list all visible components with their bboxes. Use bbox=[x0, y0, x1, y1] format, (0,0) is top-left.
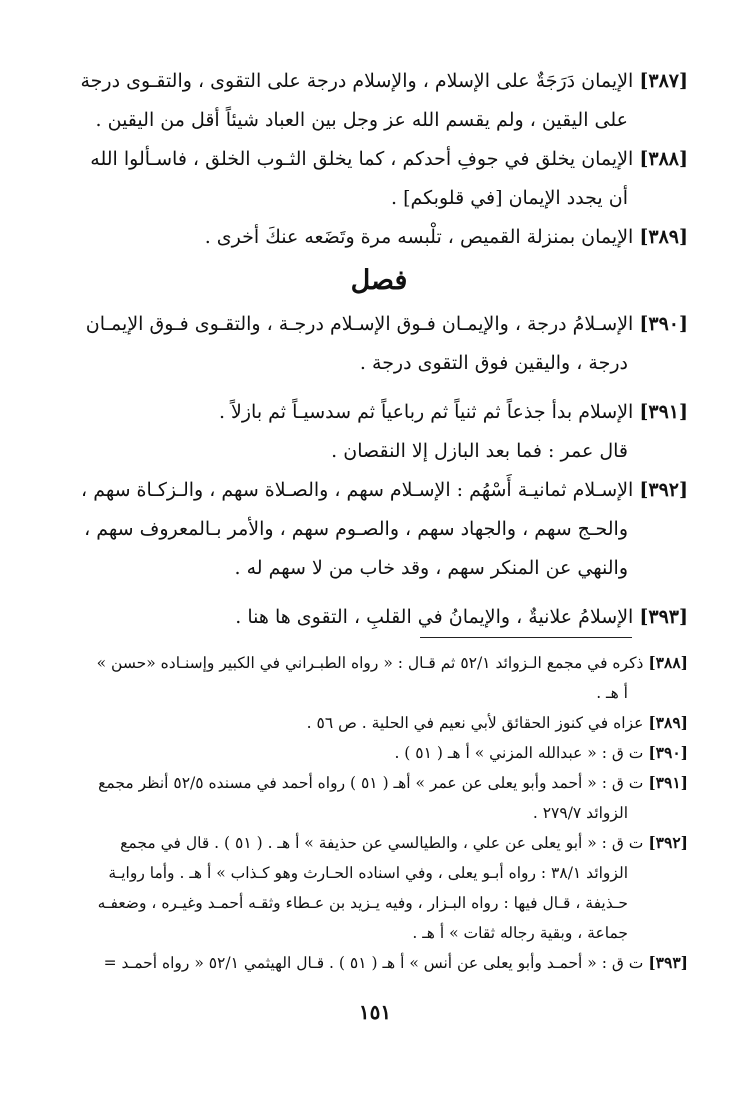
entry-text: أن يجدد الإيمان [في قلوبكم] . bbox=[391, 187, 628, 209]
entry-text: الإسـلامُ درجة ، والإيمـان فـوق الإسـلام درجـة ، والتقـوى فـوق الإيمـان bbox=[85, 313, 634, 335]
footnote-391 bbox=[66, 768, 688, 798]
footnote-text: الزوائد ٢٧٩/٧ . bbox=[532, 804, 628, 822]
footnote-text: ذكره في مجمع الـزوائد ٥٢/١ ثم قـال : « رواه الطبـراني في الكبير وإسنـاده «حسن » bbox=[96, 654, 644, 672]
section-heading: فصل bbox=[350, 265, 408, 296]
entry-number: [٣٩٢] bbox=[639, 479, 688, 501]
entry-text: الإسلامُ علانيةٌ ، والإيمانُ في القلبِ ، التقوى ها هنا . bbox=[235, 606, 634, 628]
entry-392 bbox=[70, 471, 688, 510]
entry-text: الإسلام بدأ جذعاً ثم ثنياً ثم رباعياً ثم سدسيـاً ثم بازلاً . bbox=[218, 401, 634, 423]
entry-text: والنهي عن المنكر سهم ، وقد خاب من لا سهم له . bbox=[234, 557, 628, 579]
footnote-389 bbox=[66, 708, 688, 738]
entry-number: [٣٨٨] bbox=[639, 148, 688, 170]
entry-text: والحـج سهم ، والجهاد سهم ، والصـوم سهم ، والأمر بـالمعروف سهم ، bbox=[84, 518, 628, 540]
footnote-text: ت ق : « عبدالله المزني » أ هـ ( ٥١ ) . bbox=[394, 744, 644, 762]
footnote-number: [٣٩٢] bbox=[648, 833, 688, 852]
entry-391-cont bbox=[70, 432, 688, 471]
footnote-number: [٣٨٨] bbox=[648, 653, 688, 672]
footnote-393 bbox=[66, 948, 688, 978]
footnote-392-cont bbox=[66, 918, 688, 948]
footnote-divider bbox=[420, 637, 632, 638]
footnote-390 bbox=[66, 738, 688, 768]
entry-number: [٣٩٠] bbox=[639, 313, 688, 335]
entry-391 bbox=[70, 393, 688, 432]
entry-390 bbox=[70, 305, 688, 344]
entry-388-cont bbox=[70, 179, 688, 218]
footnote-text: ت ق : « أحمد وأبو يعلى عن عمر » أهـ ( ٥١ ) رواه أحمد في مسنده ٥٢/٥ أنظر مجمع bbox=[98, 774, 644, 792]
footnote-391-cont bbox=[66, 798, 688, 828]
entry-387-cont bbox=[70, 101, 688, 140]
footnote-388 bbox=[66, 648, 688, 678]
entry-text: الإيمان بمنزلة القميص ، تلْبسه مرة وتَضَعه عنكَ أخرى . bbox=[204, 226, 634, 248]
entry-number: [٣٩٣] bbox=[639, 606, 688, 628]
footnote-text: عزاه في كنوز الحقائق لأبي نعيم في الحلية . ص ٥٦ . bbox=[306, 714, 644, 732]
footnote-392 bbox=[66, 828, 688, 858]
footnote-392-cont bbox=[66, 858, 688, 888]
entry-393 bbox=[70, 598, 688, 637]
entry-392-cont bbox=[70, 549, 688, 588]
footnote-text: حـذيفة ، قـال فيها : رواه البـزار ، وفيه يـزيد بن عـطاء وثقـه أحمـد وغيـره ، وضعفـه bbox=[97, 894, 628, 912]
footnote-number: [٣٩٠] bbox=[648, 743, 688, 762]
footnote-text: الزوائد ٣٨/١ : رواه أبـو يعلى ، وفي اسناده الحـارث وهو كـذاب » أ هـ . وأما روايـة bbox=[108, 864, 628, 882]
entry-text: الإسـلام ثمانيـة أَسْهُم : الإسـلام سهم ، والصـلاة سهم ، والـزكـاة سهم ، bbox=[81, 479, 634, 501]
footnote-text: أ هـ . bbox=[596, 684, 628, 702]
entry-392-cont bbox=[70, 510, 688, 549]
footnote-number: [٣٨٩] bbox=[648, 713, 688, 732]
entry-number: [٣٨٧] bbox=[639, 70, 688, 92]
footnote-text: ت ق : « أبو يعلى عن علي ، والطيالسي عن حذيفة » أ هـ . ( ٥١ ) . قال في مجمع bbox=[120, 834, 644, 852]
entry-388 bbox=[70, 140, 688, 179]
entry-387 bbox=[70, 62, 688, 101]
entry-390-cont bbox=[70, 344, 688, 383]
footnote-388-cont bbox=[66, 678, 688, 708]
spacer bbox=[70, 588, 688, 598]
entry-text: درجة ، واليقين فوق التقوى درجة . bbox=[359, 352, 628, 374]
page-number: ١٥١ bbox=[358, 1000, 392, 1024]
footnotes bbox=[66, 648, 688, 978]
entry-number: [٣٩١] bbox=[639, 401, 688, 423]
entry-text: الإيمان دَرَجَةٌ على الإسلام ، والإسلام درجة على التقوى ، والتقـوى درجة bbox=[80, 70, 634, 92]
entry-text: على اليقين ، ولم يقسم الله عز وجل بين العباد شيئاً أقل من اليقين . bbox=[95, 109, 628, 131]
footnote-number: [٣٩٣] bbox=[648, 953, 688, 972]
entry-text: قال عمر : فما بعد البازل إلا النقصان . bbox=[331, 440, 628, 462]
footnote-text: ت ق : « أحمـد وأبو يعلى عن أنس » أ هـ ( ٥١ ) . قـال الهيثمي ٥٢/١ « رواه أحمـد = bbox=[103, 954, 644, 972]
main-text bbox=[70, 62, 688, 637]
entry-number: [٣٨٩] bbox=[639, 226, 688, 248]
footnote-text: جماعة ، وبقية رجاله ثقات » أ هـ . bbox=[412, 924, 628, 942]
footnote-number: [٣٩١] bbox=[648, 773, 688, 792]
entry-text: الإيمان يخلق في جوفِ أحدكم ، كما يخلق الثـوب الخلق ، فاسـألوا الله bbox=[90, 148, 634, 170]
entry-389 bbox=[70, 218, 688, 257]
footnote-392-cont bbox=[66, 888, 688, 918]
spacer bbox=[70, 383, 688, 393]
